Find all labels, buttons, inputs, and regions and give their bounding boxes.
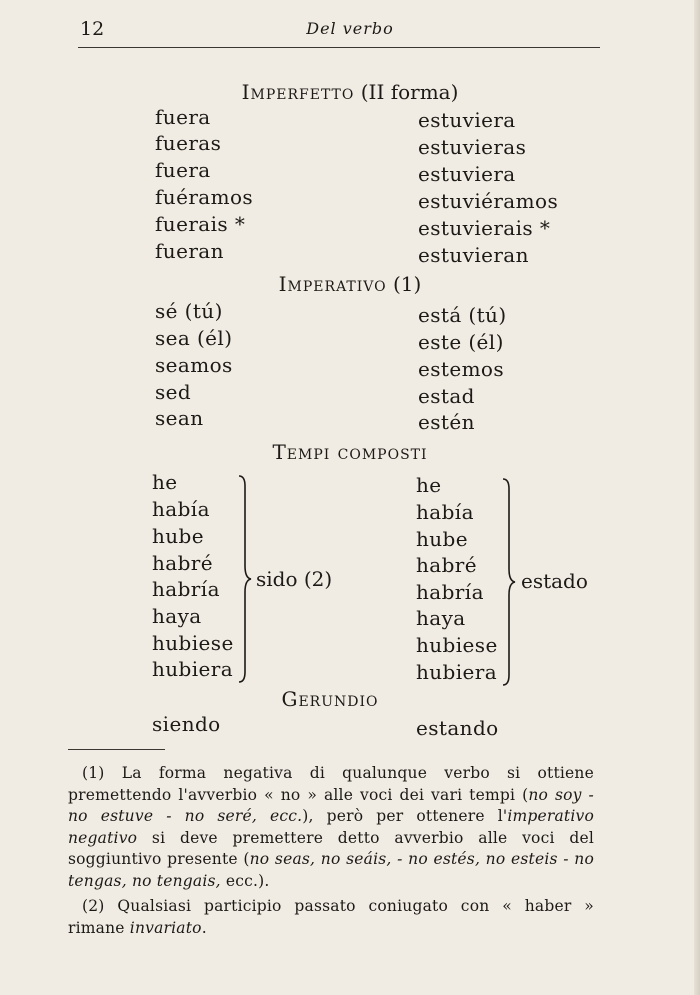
gerundio-heading xyxy=(0,687,660,711)
imperativo-estar-form: estemos xyxy=(418,357,505,381)
tempi-auxiliary-form: hubiera xyxy=(416,660,498,684)
gerundio-estar: estando xyxy=(416,716,499,740)
footnote-1-text: ecc.). xyxy=(220,871,270,890)
tempi-auxiliary-form: haya xyxy=(416,606,466,630)
footnote-1-text: (1) La forma negativa di qualunque verbo si ottiene premettendo l'avverbio « no » alle voci dei vari tempi ( xyxy=(68,764,594,804)
tempi-auxiliary-form: he xyxy=(416,473,442,497)
tempi-composti-heading xyxy=(0,440,700,464)
participle-sido: sido (2) xyxy=(256,567,333,591)
imperativo-ser-form: sea (él) xyxy=(155,326,233,350)
imperfetto-ser-form: fueran xyxy=(155,239,224,263)
footnote-rule xyxy=(68,749,165,750)
imperfetto-estar-form: estuvierais * xyxy=(418,216,551,240)
running-title: Del verbo xyxy=(306,19,394,38)
tempi-auxiliary-form: hubiese xyxy=(416,633,498,657)
imperativo-heading xyxy=(0,272,700,296)
tempi-auxiliary-form: hubiera xyxy=(152,657,234,681)
imperfetto-heading xyxy=(0,80,700,104)
tempi-auxiliary-form: había xyxy=(152,497,210,521)
tempi-auxiliary-form: habré xyxy=(416,553,478,577)
imperfetto-estar-form: estuviera xyxy=(418,108,516,132)
right-curly-brace xyxy=(500,477,518,687)
imperfetto-ser-form: fuéramos xyxy=(155,185,254,209)
tempi-auxiliary-form: haya xyxy=(152,604,202,628)
footnote-1-example: no soy - no estuve - no seré, ecc. xyxy=(68,785,594,825)
imperfetto-estar-form: estuvieras xyxy=(418,135,527,159)
tempi-auxiliary-form: hubiese xyxy=(152,631,234,655)
imperfetto-estar-form: estuviéramos xyxy=(418,189,559,213)
imperativo-estar-form: estén xyxy=(418,410,475,434)
imperfetto-subtitle: (II forma) xyxy=(360,80,459,104)
tempi-auxiliary-form: habré xyxy=(152,551,214,575)
imperfetto-estar-form: estuviera xyxy=(418,162,516,186)
imperfetto-title: Imperfetto xyxy=(241,80,355,104)
imperativo-ser-form: sed xyxy=(155,380,192,404)
participle-estado: estado xyxy=(521,569,588,593)
footnote-1-term: imperativo negativo xyxy=(68,807,595,847)
imperfetto-estar-form: estuvieran xyxy=(418,243,529,267)
gerundio-title: Gerundio xyxy=(281,687,379,711)
footnote-1-text: ), però per ottenere l' xyxy=(302,807,508,825)
footnote-1 xyxy=(68,763,594,892)
header-rule xyxy=(78,47,600,48)
footnote-1-example: no seas, no seáis, - no estés, no esteis - no tengas, no tengais, xyxy=(68,850,594,890)
footnote-2-text: (2) Qualsiasi participio passato coniugato con « haber » rimane xyxy=(68,897,594,937)
page-edge xyxy=(694,0,700,995)
tempi-auxiliary-form: había xyxy=(416,500,474,524)
footnote-2-term: invariato xyxy=(129,918,202,937)
imperativo-ser-form: sé (tú) xyxy=(155,299,223,323)
imperfetto-ser-form: fuerais * xyxy=(155,212,246,236)
imperativo-note-ref: (1) xyxy=(393,272,422,296)
footnote-1-text: si deve premettere detto avverbio alle voci del soggiuntivo presente ( xyxy=(68,828,594,868)
left-curly-brace xyxy=(236,474,254,684)
tempi-auxiliary-form: hube xyxy=(152,524,205,548)
imperfetto-ser-form: fuera xyxy=(155,158,211,182)
imperativo-estar-form: estad xyxy=(418,384,475,408)
tempi-auxiliary-form: habría xyxy=(416,580,484,604)
imperativo-estar-form: este (él) xyxy=(418,330,504,354)
footnote-2-text: . xyxy=(201,918,207,937)
imperativo-title: Imperativo xyxy=(278,272,387,296)
imperativo-ser-form: sean xyxy=(155,406,204,430)
gerundio-ser: siendo xyxy=(152,712,221,736)
imperfetto-ser-form: fueras xyxy=(155,131,222,155)
imperativo-estar-form: está (tú) xyxy=(418,303,507,327)
imperfetto-ser-form: fuera xyxy=(155,105,211,129)
tempi-auxiliary-form: hube xyxy=(416,527,469,551)
page-number: 12 xyxy=(80,18,105,40)
tempi-composti-title: Tempi composti xyxy=(272,440,428,464)
tempi-auxiliary-form: habría xyxy=(152,577,220,601)
imperativo-ser-form: seamos xyxy=(155,353,233,377)
footnote-2 xyxy=(68,896,594,939)
tempi-auxiliary-form: he xyxy=(152,470,178,494)
